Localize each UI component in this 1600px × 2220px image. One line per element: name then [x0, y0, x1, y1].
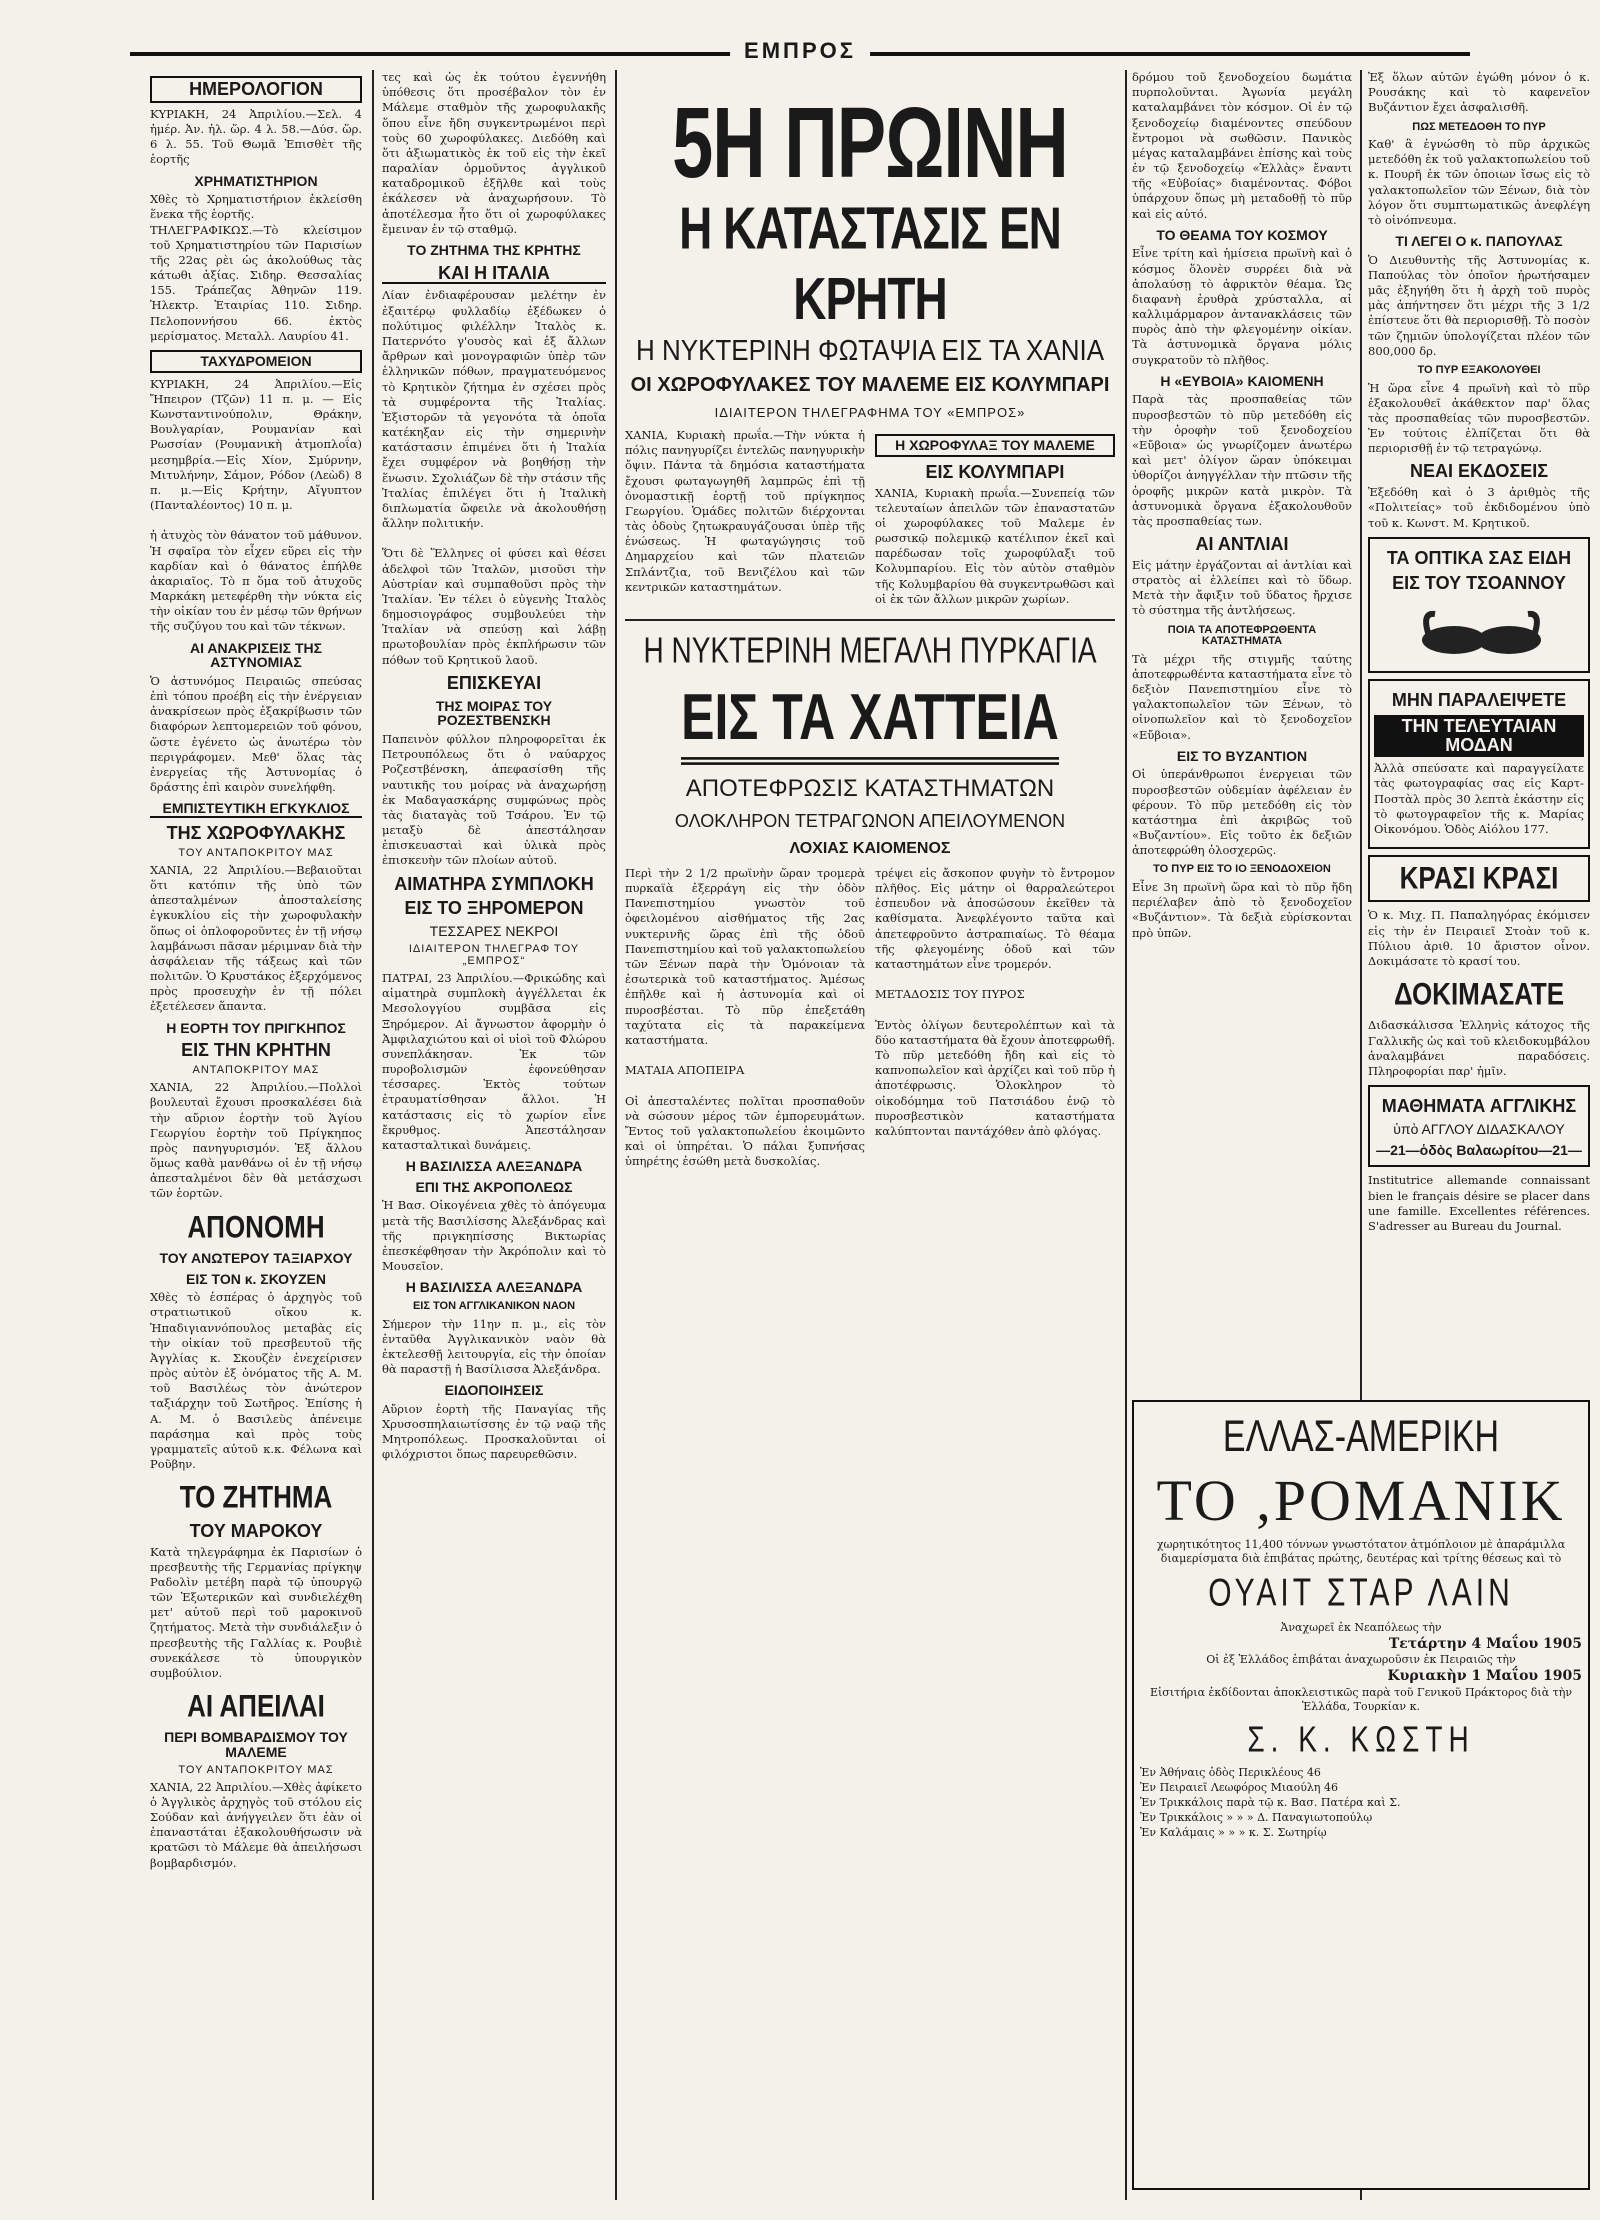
ad-date-1: Τετάρτην 4 Μαΐου 1905	[1388, 1635, 1582, 1652]
lead-divider	[625, 619, 1115, 621]
police-text: Ὁ ἀστυνόμος Πειραιῶς σπεύσας ἐπὶ τόπου προέβη εἰς τὴν ἐνέργειαν ἀνακρίσεων πρὸς ἐξακρίβωσιν τῶν διαφόρων λεπτομερειῶν τοῦ φόνου, ὥστε ἐγένετο ὡς ἀνωτέρω τὸν περιγράφομεν. Μεθ' ὅλας τὰς ἐνεργείας τῆς Ἀστυνομίας ὁ δράστης ἐπὶ καιρὸν συνελήφθη.	[150, 673, 362, 795]
column-2	[382, 70, 606, 2200]
lead-headline-5: ΙΔΙΑΙΤΕΡΟΝ ΤΗΛΕΓΡΑΦΗΜΑ ΤΟΥ «ΕΜΠΡΟΣ»	[714, 405, 1026, 420]
fire-headline-3: ΑΠΟΤΕΦΡΩΣΙΣ ΚΑΤΑΣΤΗΜΑΤΩΝ	[685, 774, 1055, 802]
queen2-title-2: ΕΙΣ ΤΟΝ ΑΓΓΛΙΚΑΝΙΚΟΝ ΝΑΟΝ	[412, 1300, 576, 1313]
fire-headline-1: Η ΝΥΚΤΕΡΙΝΗ ΜΕΓΑΛΗ ΠΥΡΚΑΓΙΑ	[643, 630, 1097, 671]
swans-illustration	[1374, 597, 1584, 667]
queen-text: Ἡ Βασ. Οἰκογένεια χθὲς τὸ ἀπόγευμα μετὰ τῆς Βασιλίσσης Ἀλεξάνδρας καὶ τῆς πριγκηπίσσης Βικτωρίας ἐπεσκέφθησαν τὴν Ἀκρόπολιν καὶ τὸ Μουσεῖον.	[382, 1198, 606, 1274]
ad-departs: Ἀναχωρεῖ ἐκ Νεαπόλεως τὴν	[1280, 1620, 1442, 1634]
shipping-ad	[1132, 1400, 1590, 2190]
lead-headline-3: Η ΝΥΚΤΕΡΙΝΗ ΦΩΤΑΨΙΑ ΕΙΣ ΤΑ ΧΑΝΙΑ	[635, 333, 1105, 367]
pap-title: ΤΙ ΛΕΓΕΙ Ο κ. ΠΑΠΟΥΛΑΣ	[1395, 233, 1563, 250]
column-5	[1368, 70, 1590, 1400]
queen-title-2: ΕΠΙ ΤΗΣ ΑΚΡΟΠΟΛΕΩΣ	[415, 1178, 573, 1195]
threat-text: ΧΑΝΙΑ, 22 Ἀπριλίου.—Χθὲς ἀφίκετο ὁ Ἁγγλικὸς ἀρχηγὸς τοῦ στόλου εἰς Σούδαν καὶ ἀνήγγειλεν ὅτι ἐὰν οἱ ἐπαναστάται ἐξακολουθήσωσιν νὰ κρατῶσι τὸ Μάλεμε θὰ ἀπειλήσωσι βομβαρδισμόν.	[150, 1779, 362, 1870]
fire10-text: Εἶνε 3η πρωϊνὴ ὥρα καὶ τὸ πῦρ ἤδη περιέλαβεν ἀπὸ τὸ ξενοδοχεῖον «Βυζάντιον». Τὰ δεξιὰ εὑρίσκονται πρὸ ὑπῶν.	[1132, 879, 1352, 940]
award-title-3: ΕΙΣ ΤΟΝ κ. ΣΚΟΥΖΕΝ	[186, 1270, 326, 1287]
fashion-title: ΜΗΝ ΠΑΡΑΛΕΙΨΕΤΕ	[1391, 689, 1567, 710]
lead-headline-2: Η ΚΑΤΑΣΤΑΣΙΣ ΕΝ ΚΡΗΤΗ	[679, 194, 1061, 332]
feast-text: ΧΑΝΙΑ, 22 Ἀπριλίου.—Πολλοὶ βουλευταὶ ἔχουσι προσκαλέσει διὰ τὴν αὔριον ἑορτὴν τοῦ Ἁγίου Γεωργίου ἑορτὴν τοῦ Πρίγκηπος πρὸς πανηγυρισμόν. Ἐξ ἄλλου ὅμως καθὰ μανθάνω οἱ ἐν τῇ νήσῳ ἀπεσταλμένοι δὲν θὰ μετάσχωσι τῶν ἑορτῶν.	[150, 1080, 362, 1201]
wine-title: ΚΡΑΣΙ ΚΡΑΣΙ	[1399, 859, 1559, 896]
wine-text: Ὁ κ. Μιχ. Π. Παπαληγόρας ἐκόμισεν εἰς τὴν ἐν Πειραιεῖ Στοὰν τοῦ κ. Πύλιου ἀριθ. 10 ἄριστον οἶνον. Δοκιμάσατε τὸ κρασί του.	[1368, 908, 1590, 968]
column-rule	[615, 70, 617, 2200]
threat-sub: ΤΟΥ ΑΝΤΑΠΟΚΡΙΤΟΥ ΜΑΣ	[178, 1763, 334, 1776]
ad-greek-passengers: Οἱ ἐξ Ἑλλάδος ἐπιβάται ἀναχωροῦσιν ἐκ Πειραιῶς τὴν	[1206, 1653, 1516, 1667]
notices-text: Αὔριον ἑορτὴ τῆς Παναγίας τῆς Χρυσοσπηλαιωτίσσης ἐν τῷ ναῷ τῆς Μητροπόλεως. Προσκαλοῦνται οἱ φιλόχριστοι ὅπως παρευρεθῶσιν.	[382, 1401, 606, 1462]
repairs-text: Παπεινὸν φύλλον πληροφορεῖται ἐκ Πετρουπόλεως ὅτι ὁ ναύαρχος Ροζεστβένσκη, ἀπεφασίσθη τῆς ναυτικῆς του μοίρας νὰ ἀναχωρήσῃ ἐκ Μαδαγασκάρης συμφώνως πρὸς τὰς διαταγὰς τοῦ Τσάρου. Ἐν τῷ μεταξὺ δὲ ἀπεστάλησαν ἐπισκευασταὶ καὶ ὑλικὰ πρὸς ἐπισκευὴν τῶν πλοίων αὐτοῦ.	[382, 732, 606, 868]
antlies-title: ΑΙ ΑΝΤΛΙΑΙ	[1195, 534, 1289, 555]
post-text: ΚΥΡΙΑΚΗ, 24 Ἀπριλίου.—Εἰς Ἤπειρον (Τζῶν) 11 π. μ. — Εἰς Κωνσταντινούπολιν, Θράκην, Βουλγαρίαν, Ρουμανίαν καὶ Ρωσσίαν (Ρουμανικὴ ἀτμοπλοΐα) μεσημβρία.—Εἰς Χίον, Σμύρνην, Μιτυλήνην, Σάμον, Ρόδον (Λεὼδ) 8 π. μ.—Εἰς Κρήτην, Αἴγυπτον (Πανταλέοντος) 10 π. μ. ἡ ἀτυχὸς τὸν θάνατον τοῦ μάθυνον. Ἡ σφαῖρα τὸν εἶχεν εὕρει εἰς τὴν καρδίαν καὶ ὁ θάνατος ἐπήλθε ἀκαριαῖος. Τὸ π ὅμα τοῦ ἀτυχοῦς Μαρκάκη μετεφέρθη τὴν νύκτα εἰς τὴν οἰκίαν του ἐν μέσῳ τῶν θρήνων τῆς συζύγου του καὶ τῶν τέκνων.	[150, 376, 362, 634]
feast-title-2: ΕΙΣ ΤΗΝ ΚΡΗΤΗΝ	[181, 1040, 331, 1061]
column-1	[150, 70, 362, 2200]
lead-headline-4: ΟΙ ΧΩΡΟΦΥΛΑΚΕΣ ΤΟΥ ΜΑΛΕΜΕ ΕΙΣ ΚΟΛΥΜΠΑΡΙ	[630, 374, 1110, 396]
lead-text-right: ΧΑΝΙΑ, Κυριακὴ πρωΐα.—Συνεπείᾳ τῶν τελευταίων ἀπειλῶν τῶν ἐπαναστατῶν οἱ χωροφύλακες τοῦ Μαλεμε ἐν ρωσσικῷ πολεμικῷ κατέλιπον ἐκεῖ καὶ παρέδωσαν τοῖς χωροφύλαξι τοῦ Κολυμπαρίου. Εἰς τὸν αὐτὸν σταθμὸν τῆς Κολυμβαρίου θὰ συγκεντρωθῶσι καὶ οἱ ἐκ τῶν ἄλλων μικρῶν χωρίων.	[875, 485, 1115, 606]
column-rule	[372, 70, 374, 2200]
column-rule	[1125, 70, 1127, 2200]
cont-text: Ἡ ὥρα εἶνε 4 πρωϊνὴ καὶ τὸ πῦρ ἐξακολουθεῖ ἀκάθεκτον παρ' ὅλας τὰς προσπαθείας τῶν πυροσβεστῶν. Ἐν τούτοις ἐλπίζεται ὅτι θὰ περιορισθῇ ἐν τῷ τετραγώνῳ.	[1368, 380, 1590, 456]
eng-title: ΜΑΘΗΜΑΤΑ ΑΓΓΛΙΚΗΣ	[1381, 1096, 1577, 1117]
world-title: ΤΟ ΘΕΑΜΑ ΤΟΥ ΚΟΣΜΟΥ	[1156, 226, 1328, 243]
morocco-title: ΤΟ ΖΗΤΗΜΑ	[179, 1479, 333, 1516]
byz-title: ΕΙΣ ΤΟ ΒΥΖΑΝΤΙΟΝ	[1176, 747, 1308, 764]
col2-top-text: τες καὶ ὡς ἐκ τούτου ἐγεννήθη ὑπόθεσις ὅτι προσέβαλον τὸν ἐν Μάλεμε σταθμὸν τῆς χωροφυλακῆς ὅπου εἶνε ἤδη συγκεντρωμένοι περὶ τοὺς 60 χωροφύλακες. Διεδόθη καὶ ὅτι ἀξιωματικὸς ἐκ τοῦ εἰς τὴν ἐκεῖ παραλίαν ὁρμοῦντος ἀγγλικοῦ καταδρομικοῦ ἐξῆλθε καὶ τοὺς ἐκάλεσεν νὰ ἀναχωρήσουν. Τὸ ἀποτέλεσμα ἦτο ὅτι οἱ χωροφύλακες ἔμειναν ἐν τῷ σταθμῷ.	[382, 70, 606, 236]
queen-title: Η ΒΑΣΙΛΙΣΣΑ ΑΛΕΞΑΝΔΡΑ	[405, 1158, 583, 1175]
loss-title: ΠΟΙΑ ΤΑ ΑΠΟΤΕΦΡΩΘΕΝΤΑ ΚΑΤΑΣΤΗΜΑΤΑ	[1167, 623, 1317, 648]
lead-box-title: Η ΧΩΡΟΦΥΛΑΞ ΤΟΥ ΜΑΛΕΜΕ	[875, 434, 1115, 457]
after-text: Καθ' ἃ ἐγνώσθη τὸ πῦρ ἀρχικῶς μετεδόθη ἐκ τοῦ γαλακτοπωλείου τοῦ κ. Πουρῆ ἐκ τῶν ὀποιων ἴσως εἰς τὸ γαλακτοπωλεῖον τῶν Ξένων, διὰ τὸν λόγον ὅτι συμπτωματικῶς ἀνεφλέγη τὸ οἰνόπνευμα.	[1368, 137, 1590, 227]
fire-headline-5: ΛΟΧΙΑΣ ΚΑΙΟΜΕΝΟΣ	[789, 839, 951, 857]
feast-sub: ΑΝΤΑΠΟΚΡΙΤΟΥ ΜΑΣ	[192, 1064, 320, 1077]
lead-headlines	[625, 86, 1115, 420]
new-title: ΝΕΑΙ ΕΚΔΟΣΕΙΣ	[1409, 461, 1549, 482]
ad-capacity: χωρητικότητος 11,400 τόννων γνωστότατον ἀτμόπλοιον μὲ ἀπαράμιλλα διαμερίσματα διὰ ἐπιβάτας πρώτης, δευτέρας καὶ τρίτης θέσεως καὶ τὸ	[1156, 1538, 1566, 1566]
stock-title: ΧΡΗΜΑΤΙΣΤΗΡΙΟΝ	[194, 172, 318, 189]
fire-headline-2: ΕΙΣ ΤΑ ΧΑΤΤΕΙΑ	[681, 679, 1059, 765]
stock-text: Χθὲς τὸ Χρηματιστήριον ἐκλείσθη ἕνεκα τῆς ἑορτῆς. ΤΗΛΕΓΡΑΦΙΚΩΣ.—Τὸ κλείσιμον τοῦ Χρηματιστηρίου τῶν Παρισίων τῆς 22ας ρὲι ὡς ἀκολούθως τὰς κάτωθι ἀξίας. Σιδηρ. Θεσσαλίας 155. Τράπεζας Ἀθηνῶν 119. Ἠλεκτρ. Ἑταιρίας 110. Σιδηρ. Πελοποννήσου 66. ἐκτὸς μερίσματος. Μεταλλ. Λαυρίου 41.	[150, 192, 362, 343]
eng-address: —21—ὁδὸς Βαλαωρίτου—21—	[1376, 1141, 1582, 1158]
world-text: Εἶνε τρίτη καὶ ἡμίσεια πρωϊνὴ καὶ ὁ κόσμος ὅλονὲν συρρέει διὰ νὰ ἀπολαύσῃ τὸ ἀφρικτὸν θέαμα. Ὡς διαφανὴ ἐρυθρὰ χρύσταλλα, αἱ καλλιμάρμαρον ἀντανακλάσεις τῶν πυρὸς ἀπὸ τὴν φλεγομένην οἰκίαν. Τὰ ἀστυνομικὰ ὄργανα μόλις συγκρατοῦν τὸ πλῆθος.	[1132, 246, 1352, 367]
fire-text-right: τρέψει εἰς ἄσκοπον φυγὴν τὸ ἔντρομον πλῆθος. Εἰς μάτην οἱ θαρραλεώτεροι ἐσπευδον νὰ ἀποσώσουν ἐκεῖθεν τὰ καθίσματα. Ἀνεφλέγοντο ταῦτα καὶ ἀπετεφροῦντο ἀστραπιαίως. Τὸ θέαμα τῆς φλεγομένης ὁδοῦ καὶ τῶν καταστημάτων εἶνε τρομερόν. ΜΕΤΑΔΟΣΙΣ ΤΟΥ ΠΥΡΟΣ Ἐντὸς ὀλίγων δευτερολέπτων καὶ τὰ δύο καταστήματα θὰ ἔχουν ἀποτεφρωθῆ. Τὸ πῦρ μετεδόθη ἤδη καὶ εἰς τὸ καπνοπωλεῖον καὶ ἀρχίζει καὶ τοῦ πῦρ ἡ ἀποτέφρωσις. Ὁλοκληρον τὸ οἰκοδόμημα τοῦ Πατσιάδου ἐνῷ τὸ πυροσβεστικὸν καταστήματα καλύπτονται παντάχόθεν ἀπὸ φλόγας.	[875, 865, 1115, 1138]
calendar-text: ΚΥΡΙΑΚΗ, 24 Ἀπριλίου.—Σελ. 4 ἡμέρ. Ἀν. ἡλ. ὥρ. 4 λ. 58.—Δύσ. ὥρ. 6 λ. 55. Τοῦ Θωμᾶ Ἐπισθὲτ τῆς ἑορτῆς	[150, 106, 362, 167]
new-text: Ἐξεδόθη καὶ ὁ 3 ἀριθμὸς τῆς «Πολιτείας» τοῦ ἐκδιδομένου ὑπὸ τοῦ κ. Κωνστ. Μ. Κρητικοῦ.	[1368, 485, 1590, 530]
cont-title: ΤΟ ΠΥΡ ΕΞΑΚΟΛΟΥΘΕΙ	[1417, 363, 1541, 376]
evvia-text: Παρὰ τὰς προσπαθείας τῶν πυροσβεστῶν τὸ πῦρ μετεδόθη εἰς τὴν ὀροφὴν τοῦ ξενοδοχείου «Εὔβοια» ὡς γνωρίζομεν ἀνωτέρω καὶ μετ' ὀλίγον ὥραν ὑπόκειμαι ὑθορίζοι ἀνηγγέλλαν τὴν πτῶσιν τῆς ὀροφῆς μικρῶν κατὰ μικρὸν. Τὰ ἀστυνομικὰ ὄργανα ἐξακολουθοῦν τὰς προσπαθείας των.	[1132, 392, 1352, 528]
clash-title-2: ΕΙΣ ΤΟ ΞΗΡΟΜΕΡΟΝ	[404, 898, 584, 919]
lead-columns	[625, 428, 1115, 613]
crete-text: Λίαν ἐνδιαφέρουσαν μελέτην ἐν ἐξαιτέρῳ φυλλαδίῳ ἐξέδωκεν ὁ πολύτιμος φιλέλλην Ἰταλὸς κ. Πατερνότο γ'ουσὸς καὶ ἐξ ἄλλων ἄρθρων καὶ μονογραφιῶν ὑπὲρ τῶν ἑλληνικῶν πόθων, πραγματευόμενος τὸ Κρητικὸν ζήτημα ἐν σχέσει πρὸς τὰ συμφέροντα τῆς Ἰταλίας. Ἐξιστορῶν τὰ γεγονότα τὰ ὁποῖα κατέκηξαν εἰς τὴν σημερινὴν κατάστασιν ἐπιμένει ὅτι ἡ Ἰταλία ἔχει συμφέρον νὰ βοηθήσῃ τὴν ἕνωσιν. Σχολιάζων δὲ τὴν στάσιν τῆς Ἰταλίας ἐπιλέγει ὅτι ἡ Ἰταλικὴ διπλωματία ὤφειλε νὰ ἀκολουθήσῃ ἄλλην πολιτικήν. Ὅτι δὲ Ἕλληνες οἱ φύσει καὶ θέσει ἀδελφοὶ τῶν Ἰταλῶν, μισοῦσι τὴν Αὐστρίαν καὶ συμπαθοῦσι πρὸς τὴν Ἰταλίαν. Ἐν τέλει ὁ εὐγενὴς Ἰταλὸς δημοσιογράφος συμβουλεύει τὴν Ἰταλίαν νὰ σπεύσῃ καὶ λάβῃ πρωτοβουλίαν πρὸς ἐκπλήρωσιν τῶν πόθων τοῦ Κρητικοῦ λαοῦ.	[382, 288, 606, 667]
clash-title: ΑΙΜΑΤΗΡΑ ΣΥΜΠΛΟΚΗ	[394, 873, 594, 894]
morocco-title-2: ΤΟΥ ΜΑΡΟΚΟΥ	[189, 1520, 323, 1541]
masthead-title: ΕΜΠΡΟΣ	[730, 38, 870, 64]
feast-title: Η ΕΟΡΤΗ ΤΟΥ ΠΡΙΓΚΗΠΟΣ	[166, 1019, 346, 1036]
notices-title: ΕΙΔΟΠΟΙΗΣΕΙΣ	[444, 1382, 544, 1399]
optics-title-2: ΕΙΣ ΤΟΥ ΤΣΟΑΝΝΟΥ	[1392, 572, 1566, 593]
repairs-title-2: ΤΗΣ ΜΟΙΡΑΣ ΤΟΥ ΡΟΖΕΣΤΒΕΝΣΚΗ	[435, 697, 553, 729]
swan-icon	[1399, 602, 1559, 662]
fire-columns	[625, 866, 1115, 1175]
crete-title: ΤΟ ΖΗΤΗΜΑ ΤΗΣ ΚΡΗΤΗΣ	[407, 241, 581, 258]
police-title: ΑΙ ΑΝΑΚΡΙΣΕΙΣ ΤΗΣ ΑΣΤΥΝΟΜΙΑΣ	[189, 639, 323, 671]
secret-title: ΕΜΠΙΣΤΕΥΤΙΚΗ ΕΓΚΥΚΛΙΟΣ	[150, 801, 362, 818]
fire-headlines	[625, 630, 1115, 858]
ad-route: ΕΛΛΑΣ-ΑΜΕΡΙΚΗ	[1222, 1412, 1500, 1462]
repairs-title: ΕΠΙΣΚΕΥΑΙ	[446, 672, 542, 693]
eng-title-2: ὑπὸ ΑΓΓΛΟΥ ΔΙΔΑΣΚΑΛΟΥ	[1393, 1120, 1565, 1137]
fashion-title-2: ΤΗΝ ΤΕΛΕΥΤΑΙΑΝ ΜΟΔΑΝ	[1374, 715, 1584, 757]
try-text: Διδασκάλισσα Ἑλληνὶς κάτοχος τῆς Γαλλικῆς ὡς καὶ τοῦ κλειδοκυμβάλου ἀναλαμβάνει παραδόσεις. Πληροφορίαι παρ' ἡμῖν.	[1368, 1018, 1590, 1078]
col4-text-1: δρόμου τοῦ ξενοδοχείου δωμάτια πυρπολοῦνται. Ἀγωνία μεγάλη καταλαμβάνει τὸν κόσμον. Οἱ ἐν τῷ ξενοδοχείῳ διαμένοντες σπεύδουν ἔντρομοι νὰ σωθῶσιν. Πανικὸς μέγας καταλαμβάνει ἐπίσης καὶ τοὺς ἐν τῷ ξενοδοχείῳ «Ἑλλὰς» ἔναντι τῆς «Εὐβοίας» διαμένοντας. Φόβοι ὑπάρχουν ὅπως μὴ μεταδοθῇ τὸ πῦρ καὶ εἰς αὐτό.	[1132, 70, 1352, 221]
wine-ad	[1368, 855, 1590, 902]
ad-date-2: Κυριακὴν 1 Μαΐου 1905	[1387, 1668, 1582, 1685]
ad-agent: Σ. Κ. ΚΩΣΤΗ	[1247, 1719, 1475, 1760]
ad-ship-name: ΤΟ ,ΡΟΜΑΝΙΚ	[1156, 1468, 1566, 1533]
fire-headline-4: ΟΛΟΚΛΗΡΟΝ ΤΕΤΡΑΓΩΝΟΝ ΑΠΕΙΛΟΥΜΕΝΟΝ	[674, 810, 1066, 831]
optics-title: ΤΑ ΟΠΤΙΚΑ ΣΑΣ ΕΙΔΗ	[1386, 547, 1572, 568]
queen2-title: Η ΒΑΣΙΛΙΣΣΑ ΑΛΕΞΑΝΔΡΑ	[405, 1279, 583, 1296]
ad-addresses: Ἐν Ἀθήναις ὁδὸς Περικλέους 46 Ἐν Πειραιεῖ Λεωφόρος Μιαούλη 46 Ἐν Τρικκάλοις παρὰ τῷ κ. Βασ. Πατέρα καὶ Σ. Ἐν Τρικκάλοις » » » Δ. Παναγιωτοπούλῳ Ἐν Καλάμαις » » » κ. Σ. Σωτηρίῳ	[1140, 1766, 1401, 1839]
ad-line-name: ΟΥΑΙΤ ΣΤΑΡ ΛΑΙΝ	[1208, 1571, 1514, 1615]
lead-story	[625, 70, 1115, 2200]
masthead	[130, 38, 1470, 63]
award-title-2: ΤΟΥ ΑΝΩΤΕΡΟΥ ΤΑΞΙΑΡΧΟΥ	[159, 1249, 353, 1266]
byz-text: Οἱ ὑπεράνθρωποι ἐνεργειαι τῶν πυροσβεστῶν οὐδεμίαν ἀφέλειαν ἐν φέρουν. Τὸ πῦρ μετεδόθη εἰς τὸν κατάστημα ἐπὶ ἀκριβῶς τοῦ «Βυζαντίου». Εἰς τοῦτο ἐκ δεξιῶν ἀποτεφρώθη ὁλοσχερῶς.	[1132, 767, 1352, 858]
secret-title-2: ΤΗΣ ΧΩΡΟΦΥΛΑΚΗΣ	[166, 823, 346, 844]
calendar-title: ΗΜΕΡΟΛΟΓΙΟΝ	[150, 76, 362, 103]
loss-text: Τὰ μέχρι τῆς στιγμῆς ταύτης ἀποτεφρωθέντα καταστήματα εἶνε τὸ δεξιὸν Πανεπιστημίου εἶνε τὸ γαλακτοπωλεῖον τῶν Ξένων, τὸ οἰνοπωλεῖον καὶ τὸ ξενοδοχεῖον «Εὔβοια».	[1132, 651, 1352, 742]
eng-text: Institutrice allemande connaissant bien le français désire se placer dans une famille. Excellentes références. S'adresser au Bureau du Journal.	[1368, 1173, 1590, 1233]
queen2-text: Σήμερον τὴν 11ην π. μ., εἰς τὸν ἐνταῦθα Ἀγγλικανικὸν ναὸν θὰ ἐκτελεσθῇ λειτουργία, εἰς τὴν ὁποίαν θὰ παραστῇ ἡ Βασίλισσα Ἀλεξάνδρα.	[382, 1316, 606, 1377]
clash-text: ΠΑΤΡΑΙ, 23 Ἀπριλίου.—Φρικώδης καὶ αἱματηρὰ συμπλοκὴ ἀγγέλλεται ἐκ Μεσολογγίου συμβᾶσα εἰς Ξηρόμερον. Αἱ ἄγνωστον ἀφορμὴν ὁ Ἀμφιλαχιώτου καὶ οἱ υἱοὶ τοῦ Φλώρου συνεπλάκησαν. Ἐκ τῶν πυροβολισμῶν ἐφονεύθησαν τέσσαρες. Ἐκτὸς τούτων ἐτραυματίσθησαν ἄλλοι. Ἡ κατάστασις εἰς τὸ χωρίον εἶνε ἔκρυθμος. Ἀπεστάλησαν κατασταλτικαὶ δυνάμεις.	[382, 971, 606, 1152]
threat-title-2: ΠΕΡΙ ΒΟΜΒΑΡΔΙΣΜΟΥ ΤΟΥ ΜΑΛΕΜΕ	[164, 1729, 348, 1761]
fire-text-left: Περὶ τὴν 2 1/2 πρωϊνὴν ὥραν τρομερὰ πυρκαϊὰ ἐξερράγη εἰς τὴν ὁδὸν Πανεπιστημίου γνωστὸν τοῦ ὀφειλομένου αἰσθήματος τῆς 2ας νυκτερινῆς ὥρας ἐπὶ τῆς ὁδοῦ Πανεπιστημίου καὶ τοῦ γαλακτοπωλείου τῶν Ξένων παρὰ τὴν Ὁμόνοιαν τὰ ἐσωτερικὰ τοῦ καταστήματος. Ἀμέσως ἐπῆλθε καὶ ἡ ἀστυνομία καὶ οἱ πυροσβέσται. Τὸ πῦρ ἐπεξετάθη ταχύτατα εἰς τὰ παρακείμενα καταστήματα. ΜΑΤΑΙΑ ΑΠΟΠΕΙΡΑ Οἱ ἀπεσταλέντες πολῖται προσπαθοῦν νὰ σώσουν μέρος τῶν ἐμπορευμάτων. Ἔντος τοῦ γαλακτοπωλείου ἐκοιμῶντο καὶ οἱ ὑπηρέται. Ὁ πάλαι ξυπνήσας ὑπηρέτης ἐσώθη μετὰ δυσκολίας.	[625, 865, 865, 1169]
optics-ad	[1368, 537, 1590, 673]
try-title: ΔΟΚΙΜΑΣΑΤΕ	[1393, 975, 1565, 1012]
lead-text-left: ΧΑΝΙΑ, Κυριακὴ πρωΐα.—Τὴν νύκτα ἡ πόλις πανηγυρίζει ἐντελῶς πανηγυρικὴν ὄψιν. Πάντα τὰ δημόσια καταστήματα ἔχουσι φωταγωγηθῆ λαμπρῶς ἐπὶ τῇ ὀνομαστικῇ ἑορτῇ τοῦ πρίγκηπος Γεωργίου. Ὁμάδες πολιτῶν διέρχονται τὰς ὁδοὺς ζητωκραυγάζουσαι ὑπὲρ τῆς ἑνώσεως. Ἡ φωταγώγησις τοῦ Δημαρχείου καὶ τῶν πλατειῶν Σπλάντζια, τοῦ Βενιζέλου καὶ τῶν κεντρικῶν καταστημάτων.	[625, 428, 865, 594]
fashion-ad	[1368, 679, 1590, 850]
morocco-text: Κατὰ τηλεγράφημα ἐκ Παρισίων ὁ πρεσβευτὴς τῆς Γερμανίας πρίγκηψ Ραδολὶν μετέβη παρὰ τῷ ὑπουργῷ τῶν Ἐξωτερικῶν καὶ συνδιελέχθη μετ' αὐτοῦ περὶ τοῦ μαροκινοῦ ζητήματος. Μετὰ τὴν συνδιάλεξιν ὁ πρεσβευτὴς τῆς Γαλλίας κ. Ρουβιὲ συνεκάλεσε τὸ ὑπουργικὸν συμβούλιον.	[150, 1544, 362, 1680]
secret-sub: ΤΟΥ ΑΝΤΑΠΟΚΡΙΤΟΥ ΜΑΣ	[178, 846, 334, 859]
threat-title: ΑΙ ΑΠΕΙΛΑΙ	[187, 1687, 325, 1724]
award-title: ΑΠΟΝΟΜΗ	[187, 1208, 325, 1245]
clash-title-3: ΤΕΣΣΑΡΕΣ ΝΕΚΡΟΙ	[429, 923, 559, 940]
award-text: Χθὲς τὸ ἑσπέρας ὁ ἀρχηγὸς τοῦ στρατιωτικοῦ οἴκου κ. Ἠπαδιγιαννόπουλος μεταβὰς εἰς τὴν οἰκίαν τοῦ πρεσβευτοῦ τῆς Ἀγγλίας κ. Σκουζὲν ἐνεχείρισεν πρὸς αὐτὸν ἐξ ὀνόματος τῆς Α. Μ. τοῦ Βασιλέως τὸν ἀνώτερον ταξιάρχην τοῦ Σωτῆρος. Ἐπίσης ἡ Α. Μ. ὁ Βασιλεὺς ἀπένειμε παράσημα καὶ πρὸς τοὺς γραμματεῖς αὐτοῦ κ.κ. Φέλωνα καὶ Ροῦβην.	[150, 1290, 362, 1472]
evvia-title: Η «ΕΥΒΟΙΑ» ΚΑΙΟΜΕΝΗ	[1160, 372, 1324, 389]
col5-top-text: Ἐξ ὅλων αὐτῶν ἐγώθη μόνον ὁ κ. Ρουσάκης καὶ τὸ καφενεῖον Βυζάντιον ἔχει ἀσφαλισθῆ.	[1368, 70, 1590, 115]
clash-sub: ΙΔΙΑΙΤΕΡΟΝ ΤΗΛΕΓΡΑΦ ΤΟΥ „ΕΜΠΡΟΣ“	[408, 943, 580, 968]
post-title: ΤΑΧΥΔΡΟΜΕΙΟΝ	[150, 350, 362, 373]
lead-right	[875, 428, 1115, 613]
english-ad	[1368, 1085, 1590, 1167]
antlies-text: Εἰς μάτην ἐργάζονται αἱ ἀντλίαι καὶ στρατὸς αἱ ἐλλείπει καὶ τὸ ὕδωρ. Μετὰ τὴν ἄφιξιν τοῦ ὕδατος ἤρχισε τὸ σύστημα τῆς ἀντλήσεως.	[1132, 557, 1352, 618]
secret-text: ΧΑΝΙΑ, 22 Ἀπριλίου.—Βεβαιοῦται ὅτι κατόπιν τῆς ὑπὸ τῶν ἀπεσταλμένων ἀποσταλείσης ἐγκυκλίου εἰς τὴν χωροφυλακὴν ὅπως οἱ ὁπλοφοροῦντες ἐν τῇ νήσῳ λαμβάνωσι πᾶσαν μέριμναν διὰ τὴν ἀσφάλειαν τῆς τάξεως καὶ τῶν πολιτῶν. Ὁ Κρυστάκος ἐξερχόμενος πρὸς προσευχὴν ἐν τῇ πόλει ἐξετέλεσεν ἅπαντα.	[150, 862, 362, 1014]
fashion-text: Ἀλλὰ σπεύσατε καὶ παραγγείλατε τὰς φωτογραφίας σας εἰς Καρτ-Ποστὰλ πρὸς 30 λεπτὰ ἑκάστην εἰς τὸ φωτογραφεῖον τῆς κ. Μαρίας Οἰκονόμου. Ὁδὸς Αἰόλου 177.	[1374, 761, 1584, 836]
crete-title-2: ΚΑΙ Η ΙΤΑΛΙΑ	[382, 264, 606, 285]
lead-headline-1: 5Η ΠΡΩΙΝΗ	[672, 86, 1068, 199]
fire10-title: ΤΟ ΠΥΡ ΕΙΣ ΤΟ ΙΟ ΞΕΝΟΔΟΧΕΙΟΝ	[1153, 863, 1331, 876]
lead-box-title-2: ΕΙΣ ΚΟΛΥΜΠΑΡΙ	[925, 461, 1065, 482]
after-title: ΠΩΣ ΜΕΤΕΔΟΘΗ ΤΟ ΠΥΡ	[1412, 120, 1546, 133]
pap-text: Ὁ Διευθυντὴς τῆς Ἀστυνομίας κ. Παπούλας τὸν ὁποῖον ἠρωτήσαμεν μᾶς ἐξηγήθη ὅτι ἡ ἀρχὴ τοῦ πυρὸς μὰς ἀπήντησεν ὅτι μέχρι τῆς 3 1/2 ἐπίστευε ὅτι θὰ περιορισθῇ. Τὸ ποσὸν τῶν ζημιῶν ὑπολογίζεται πλέον τῶν 800,000 δρ.	[1368, 252, 1590, 358]
ad-tickets: Εἰσιτήρια ἐκδίδονται ἀποκλειστικῶς παρὰ τοῦ Γενικοῦ Πράκτορος διὰ τὴν Ἑλλάδα, Τουρκίαν κ.	[1149, 1685, 1573, 1713]
